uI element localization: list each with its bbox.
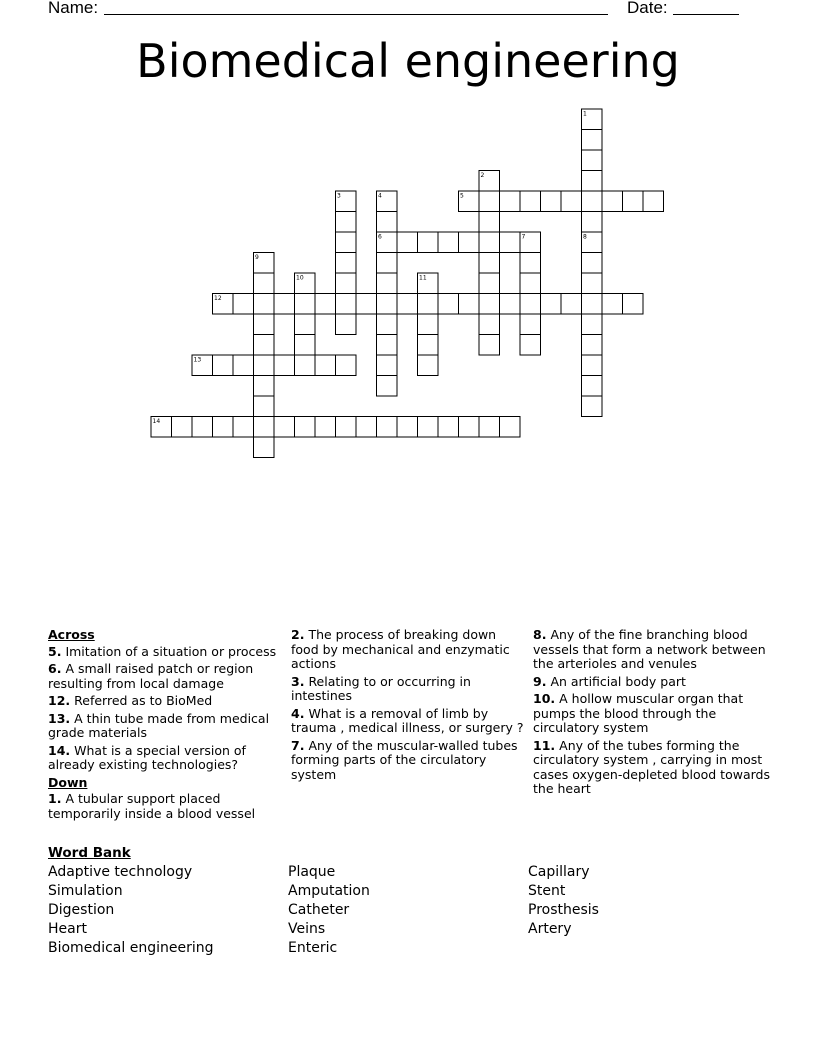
crossword-cell[interactable] (582, 396, 603, 417)
crossword-cell[interactable] (479, 294, 500, 315)
word-bank-item: Simulation (48, 883, 123, 899)
crossword-cell[interactable] (377, 335, 398, 356)
crossword-cell[interactable] (582, 376, 603, 397)
crossword-cell[interactable] (254, 376, 275, 397)
crossword-cell[interactable] (356, 294, 377, 315)
clue-number-label: 1 (583, 110, 587, 118)
clue-down-11 (533, 739, 773, 797)
clue-text: What is a removal of limb by trauma , medical illness, or surgery ? (291, 705, 524, 735)
crossword-cell[interactable] (377, 212, 398, 233)
clue-down-7 (291, 739, 527, 783)
crossword-cell[interactable] (643, 191, 664, 212)
word-bank-item: Biomedical engineering (48, 940, 214, 956)
clue-across-13 (48, 712, 280, 741)
word-bank-item: Plaque (288, 864, 336, 880)
crossword-cell[interactable] (623, 191, 644, 212)
clue-number: 2. (291, 627, 305, 642)
clue-text: Imitation of a situation or process (65, 643, 277, 659)
clue-number: 12. (48, 693, 71, 708)
word-bank-column-3 (528, 863, 599, 939)
crossword-cell[interactable] (582, 171, 603, 192)
crossword-cell[interactable] (274, 417, 295, 438)
crossword-cell[interactable] (459, 417, 480, 438)
clue-number: 4. (291, 705, 305, 721)
clue-across-6 (48, 662, 280, 691)
crossword-cell[interactable] (479, 273, 500, 294)
clue-number-label: 14 (152, 418, 161, 425)
clue-number-label: 9 (255, 254, 259, 261)
crossword-cell[interactable] (295, 294, 316, 315)
crossword-cell[interactable] (602, 191, 623, 212)
clue-number-label: 6 (378, 233, 382, 241)
crossword-cell[interactable] (479, 212, 500, 233)
crossword-cell[interactable] (336, 212, 357, 233)
clue-number: 13. (48, 710, 71, 726)
crossword-cell[interactable] (356, 417, 377, 438)
clues-column-3 (533, 628, 773, 800)
crossword-cell[interactable] (254, 294, 275, 315)
crossword-cell[interactable] (541, 191, 562, 212)
crossword-cell[interactable] (254, 314, 275, 335)
crossword-cell[interactable] (479, 335, 500, 356)
crossword-cell[interactable] (274, 355, 295, 376)
clue-number-label: 4 (378, 192, 382, 200)
clue-text: Any of the tubes forming the circulatory system , carrying in most cases oxygen-depleted blood towards the heart (533, 737, 770, 796)
crossword-cell[interactable] (254, 417, 275, 438)
crossword-cell[interactable] (479, 314, 500, 335)
name-label: Name: (48, 0, 99, 17)
crossword-cell[interactable] (295, 314, 316, 335)
crossword-cell[interactable] (213, 417, 234, 438)
crossword-cell[interactable] (397, 294, 418, 315)
crossword-cell[interactable] (520, 253, 541, 274)
crossword-cell[interactable] (172, 417, 193, 438)
crossword-cell[interactable] (213, 355, 234, 376)
clue-down-9 (533, 675, 773, 690)
clue-down-8 (533, 628, 773, 672)
crossword-cell[interactable] (233, 355, 254, 376)
crossword-cell[interactable] (254, 437, 275, 458)
crossword-cell[interactable] (520, 314, 541, 335)
clue-text: A tubular support placed temporarily inside a blood vessel (48, 791, 256, 821)
crossword-cell[interactable] (336, 273, 357, 294)
word-bank-item: Digestion (48, 902, 115, 918)
crossword-cell[interactable] (520, 191, 541, 212)
crossword-cell[interactable] (438, 417, 459, 438)
crossword-cell[interactable] (315, 294, 336, 315)
crossword-cell[interactable] (479, 253, 500, 274)
crossword-cell[interactable] (479, 191, 500, 212)
word-bank-item: Heart (48, 921, 87, 937)
crossword-cell[interactable] (233, 294, 254, 315)
crossword-cell[interactable] (397, 232, 418, 253)
word-bank-item: Adaptive technology (48, 864, 193, 880)
crossword-cell[interactable] (418, 335, 439, 356)
crossword-cell[interactable] (377, 376, 398, 397)
crossword-cell[interactable] (438, 232, 459, 253)
crossword-cell[interactable] (336, 314, 357, 335)
clue-number-label: 3 (337, 192, 341, 200)
word-bank-column-1 (48, 863, 213, 958)
date-label: Date: (627, 0, 668, 17)
clues-column-1 (48, 628, 280, 824)
crossword-cell[interactable] (315, 355, 336, 376)
down-heading: Down (48, 774, 88, 790)
clue-number: 14. (48, 742, 71, 758)
crossword-cell[interactable] (377, 417, 398, 438)
crossword-cell[interactable] (233, 417, 254, 438)
crossword-cell[interactable] (541, 294, 562, 315)
crossword-cell[interactable] (418, 294, 439, 315)
crossword-cell[interactable] (336, 253, 357, 274)
clue-text: Referred as to BioMed (74, 693, 213, 708)
clue-number-label: 13 (193, 356, 202, 364)
crossword-cell[interactable] (315, 417, 336, 438)
crossword-cell[interactable] (500, 294, 521, 315)
crossword-cell[interactable] (479, 417, 500, 438)
clue-number-label: 11 (419, 274, 427, 282)
clue-number-label: 2 (480, 172, 485, 179)
clue-number: 8. (533, 627, 547, 642)
word-bank-item: Enteric (288, 940, 338, 956)
crossword-cell[interactable] (377, 273, 398, 294)
crossword-cell[interactable] (582, 355, 603, 376)
clues-column-2 (291, 628, 527, 785)
clue-down-3 (291, 675, 527, 704)
crossword-cell[interactable] (274, 294, 295, 315)
crossword-cell[interactable] (192, 417, 213, 438)
crossword-cell[interactable] (295, 335, 316, 356)
clue-number: 5. (48, 643, 62, 659)
crossword-cell[interactable] (438, 294, 459, 315)
crossword-cell[interactable] (520, 294, 541, 315)
crossword-cell[interactable] (377, 314, 398, 335)
crossword-cell[interactable] (561, 191, 582, 212)
clue-down-4 (291, 707, 527, 736)
clue-number-label: 7 (521, 233, 526, 241)
crossword-cell[interactable] (623, 294, 644, 315)
crossword-cell[interactable] (520, 335, 541, 356)
crossword-cell[interactable] (254, 273, 275, 294)
crossword-cell[interactable] (582, 314, 603, 335)
word-bank-item: Veins (288, 921, 326, 937)
crossword-cell[interactable] (500, 191, 521, 212)
word-bank-item: Amputation (288, 883, 370, 899)
clue-across-5 (48, 645, 280, 660)
clue-number: 10. (533, 691, 556, 706)
crossword-cell[interactable] (377, 355, 398, 376)
crossword-cell[interactable] (336, 355, 357, 376)
word-bank-column-2 (288, 863, 370, 958)
word-bank-item: Stent (528, 883, 566, 899)
crossword-cell[interactable] (582, 150, 603, 171)
word-bank-item: Prosthesis (528, 902, 599, 918)
crossword-cell[interactable] (582, 335, 603, 356)
crossword-cell[interactable] (336, 294, 357, 315)
clue-text: A hollow muscular organ that pumps the blood through the circulatory system (533, 691, 744, 735)
clue-number: 9. (533, 673, 547, 689)
clue-number: 1. (48, 791, 62, 806)
crossword-cell[interactable] (582, 253, 603, 274)
across-heading: Across (48, 627, 95, 642)
crossword-cell[interactable] (582, 130, 603, 151)
clue-text: An artificial body part (550, 673, 686, 689)
crossword-cell[interactable] (397, 417, 418, 438)
crossword-cell[interactable] (377, 253, 398, 274)
clue-number: 7. (291, 737, 305, 753)
crossword-cell[interactable] (295, 355, 316, 376)
crossword-cell[interactable] (254, 355, 275, 376)
clue-across-12 (48, 694, 280, 709)
clue-number-label: 8 (583, 233, 587, 241)
word-bank-heading: Word Bank (48, 845, 131, 861)
crossword-cell[interactable] (520, 273, 541, 294)
clue-number-label: 12 (214, 295, 222, 302)
crossword-cell[interactable] (500, 232, 521, 253)
clue-number-label: 10 (296, 274, 304, 282)
crossword-cell[interactable] (582, 294, 603, 315)
crossword-cell[interactable] (459, 232, 480, 253)
crossword-cell[interactable] (582, 191, 603, 212)
crossword-cell[interactable] (500, 417, 521, 438)
clue-text: A thin tube made from medical grade materials (48, 710, 270, 740)
crossword-cell[interactable] (377, 294, 398, 315)
crossword-cell[interactable] (254, 396, 275, 417)
clue-across-14 (48, 744, 280, 773)
crossword-cell[interactable] (336, 417, 357, 438)
clue-down-2 (291, 628, 527, 672)
crossword-cell[interactable] (582, 273, 603, 294)
clue-text: Any of the muscular-walled tubes forming parts of the circulatory system (291, 737, 518, 782)
clue-number-label: 5 (460, 192, 464, 200)
crossword-cell[interactable] (479, 232, 500, 253)
clue-down-10 (533, 692, 773, 736)
crossword-cell[interactable] (254, 335, 275, 356)
clue-text: What is a special version of already existing technologies? (48, 742, 246, 772)
crossword-cell[interactable] (561, 294, 582, 315)
crossword-cell[interactable] (418, 314, 439, 335)
crossword-cell[interactable] (418, 417, 439, 438)
crossword-grid (0, 0, 816, 480)
word-bank-item: Capillary (528, 864, 590, 880)
clue-text: The process of breaking down food by mechanical and enzymatic actions (291, 627, 510, 671)
clue-down-1 (48, 792, 280, 821)
crossword-cell[interactable] (336, 232, 357, 253)
crossword-cell[interactable] (602, 294, 623, 315)
crossword-cell[interactable] (582, 212, 603, 233)
crossword-cell[interactable] (418, 232, 439, 253)
clue-text: Any of the fine branching blood vessels that form a network between the arterioles and venules (533, 627, 766, 671)
clue-text: A small raised patch or region resulting from local damage (48, 661, 254, 691)
clue-text: Relating to or occurring in intestines (291, 673, 471, 703)
page-title: Biomedical engineering (136, 34, 680, 88)
clue-number: 11. (533, 737, 556, 753)
clue-number: 6. (48, 661, 62, 676)
crossword-cell[interactable] (295, 417, 316, 438)
word-bank-item: Catheter (288, 902, 350, 918)
crossword-cell[interactable] (459, 294, 480, 315)
clue-number: 3. (291, 673, 305, 689)
word-bank-item: Artery (528, 921, 572, 937)
crossword-cell[interactable] (418, 355, 439, 376)
